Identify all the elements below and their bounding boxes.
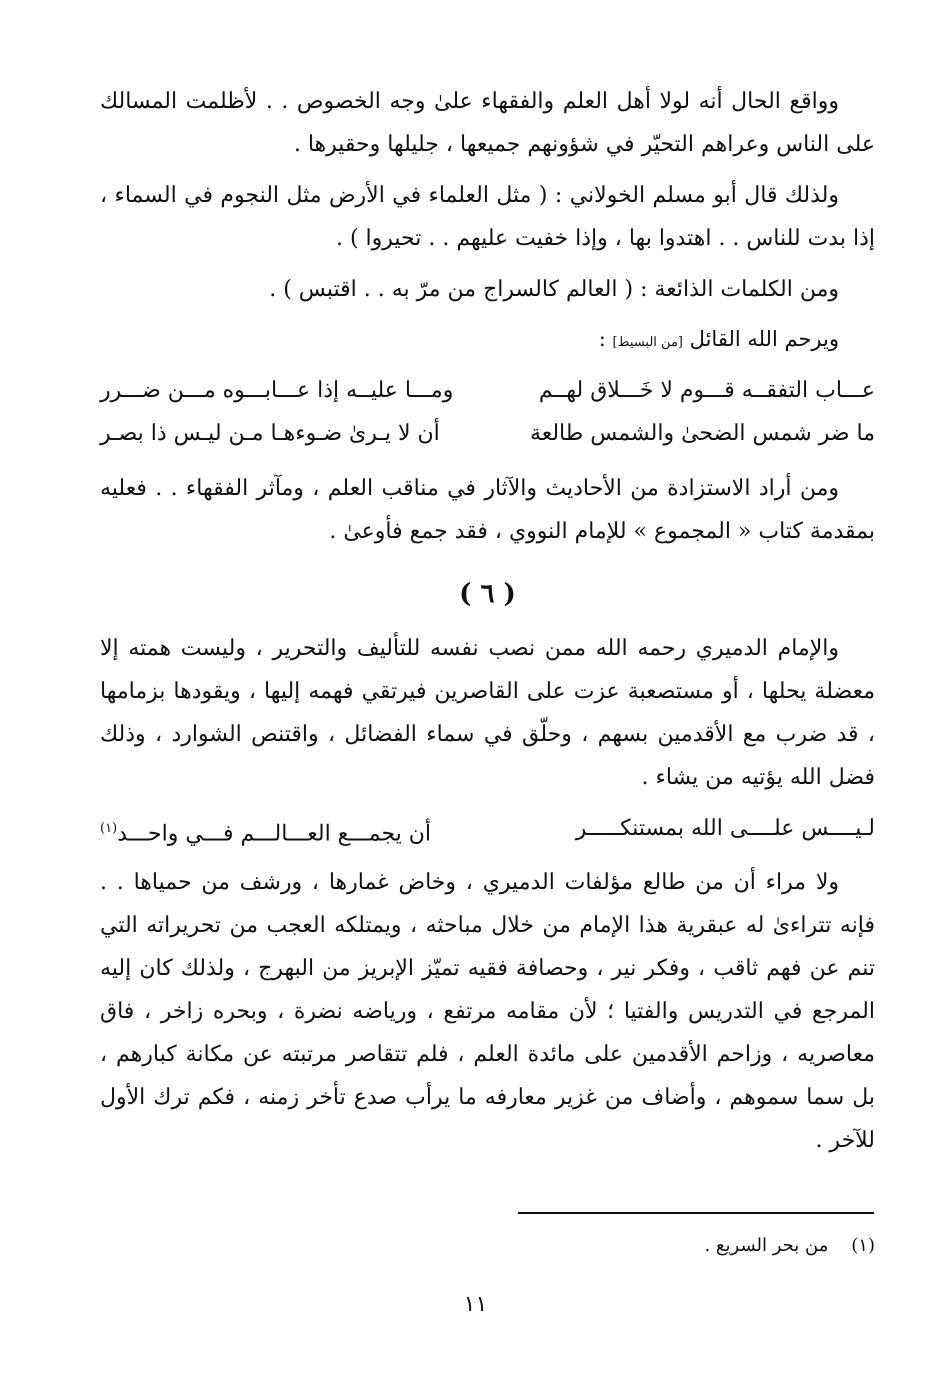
paragraph-further-reading: ومن أراد الاستزادة من الأحاديث والآثار في مناقب العلم ، ومآثر الفقهاء . . فعليه بمقدمة كتاب « المجموع » للإمام النووي ، فقد جمع فأوعىٰ . <box>100 476 875 544</box>
footnote-text: من بحر السريع . <box>704 1235 829 1256</box>
poem-meter: [من البسيط] <box>612 335 683 350</box>
single-verse <box>100 807 875 855</box>
footnote-number: (١) <box>851 1235 875 1256</box>
paragraph-khawlani-quote: ولذلك قال أبو مسلم الخولاني : ( مثل العلماء في الأرض مثل النجوم في السماء ، إذا بدت للناس . . اهتدوا بها ، وإذا خفيت عليهم . . تحيروا ) . <box>100 183 875 251</box>
paragraph-intro: وواقع الحال أنه لولا أهل العلم والفقهاء علىٰ وجه الخصوص . . لأظلمت المسالك على الناس وعراهم التحيّر في شؤونهم جميعها ، جليلها وحقيرها . <box>100 89 875 157</box>
poem-verse <box>100 369 875 412</box>
verse-first-hemistich: ما ضر شمس الضحىٰ والشمس طالعة <box>529 421 875 446</box>
paragraph-damiri-works: ولا مراء أن من طالع مؤلفات الدميري ، وخاض غمارها ، ورشف من حمياها . . فإنه تتراءىٰ له عبقرية هذا الإمام من خلال مباحثه ، ويمتلكه العجب من تحريراته التي تنم عن فهم ثاقب ، وفكر نير ، وحصافة فقيه تميّز الإبريز من البهرج ، ولذلك كان إليه المرجع في التدريس والفتيا ؛ لأن مقامه مرتفع ، ورياضه نضرة ، وبحره زاخر ، فاق معاصريه ، وزاحم الأقدمين على مائدة العلم ، فلم تتقاصر مرتبته عن مكانة كبارهم ، بل سما سموهم ، وأضاف من غزير معارفه ما يرأب صدع تأخر زمنه ، فكم ترك الأول للآخر . <box>100 870 875 1154</box>
verse-second-hemistich: ومـــا عليــه إذا عـــابـــوه مـــن ضـــرر <box>100 378 454 403</box>
page-body <box>100 80 875 1170</box>
footnote-separator <box>518 1212 874 1214</box>
poem-intro-text: ويرحم الله القائل <box>689 327 839 351</box>
page-number: ١١ <box>463 1292 488 1317</box>
poem-intro <box>100 319 875 363</box>
paragraph-common-saying: ومن الكلمات الذائعة : ( العالم كالسراج من مرّ به . . اقتبس ) . <box>269 277 839 302</box>
verse-second-hemistich: أن لا يـرىٰ ضـوءهـا مـن ليـس ذا بصـر <box>100 421 440 446</box>
verse-first-hemistich: عـــاب التفقــه قـــوم لا خَـــلاق لهــم <box>538 378 875 403</box>
poem-intro-colon: : <box>598 327 606 351</box>
paragraph-damiri-intro: والإمام الدميري رحمه الله ممن نصب نفسه للتأليف والتحرير ، وليست همته إلا معضلة يحلها ، أو مستصعبة عزت على القاصرين فيرتقي فهمه إليها ، ويقودها بزمامها ، قد ضرب مع الأقدمين بسهم ، وحلّق في سماء الفضائل ، واقتنص الشوارد ، وذلك فضل الله يؤتيه من يشاء . <box>100 636 875 790</box>
verse-second-hemistich-text: أن يجمـــع العـــالـــم فـــي واحـــد <box>117 821 432 847</box>
verse-second-hemistich <box>100 807 431 855</box>
footnote <box>704 1232 875 1260</box>
section-number: ( ٦ ) <box>459 579 516 609</box>
footnote-marker: (١) <box>100 821 118 836</box>
verse-first-hemistich: لـيــــس علــــى الله بمستنكـــــر <box>575 816 875 841</box>
poem-verse <box>100 412 875 455</box>
